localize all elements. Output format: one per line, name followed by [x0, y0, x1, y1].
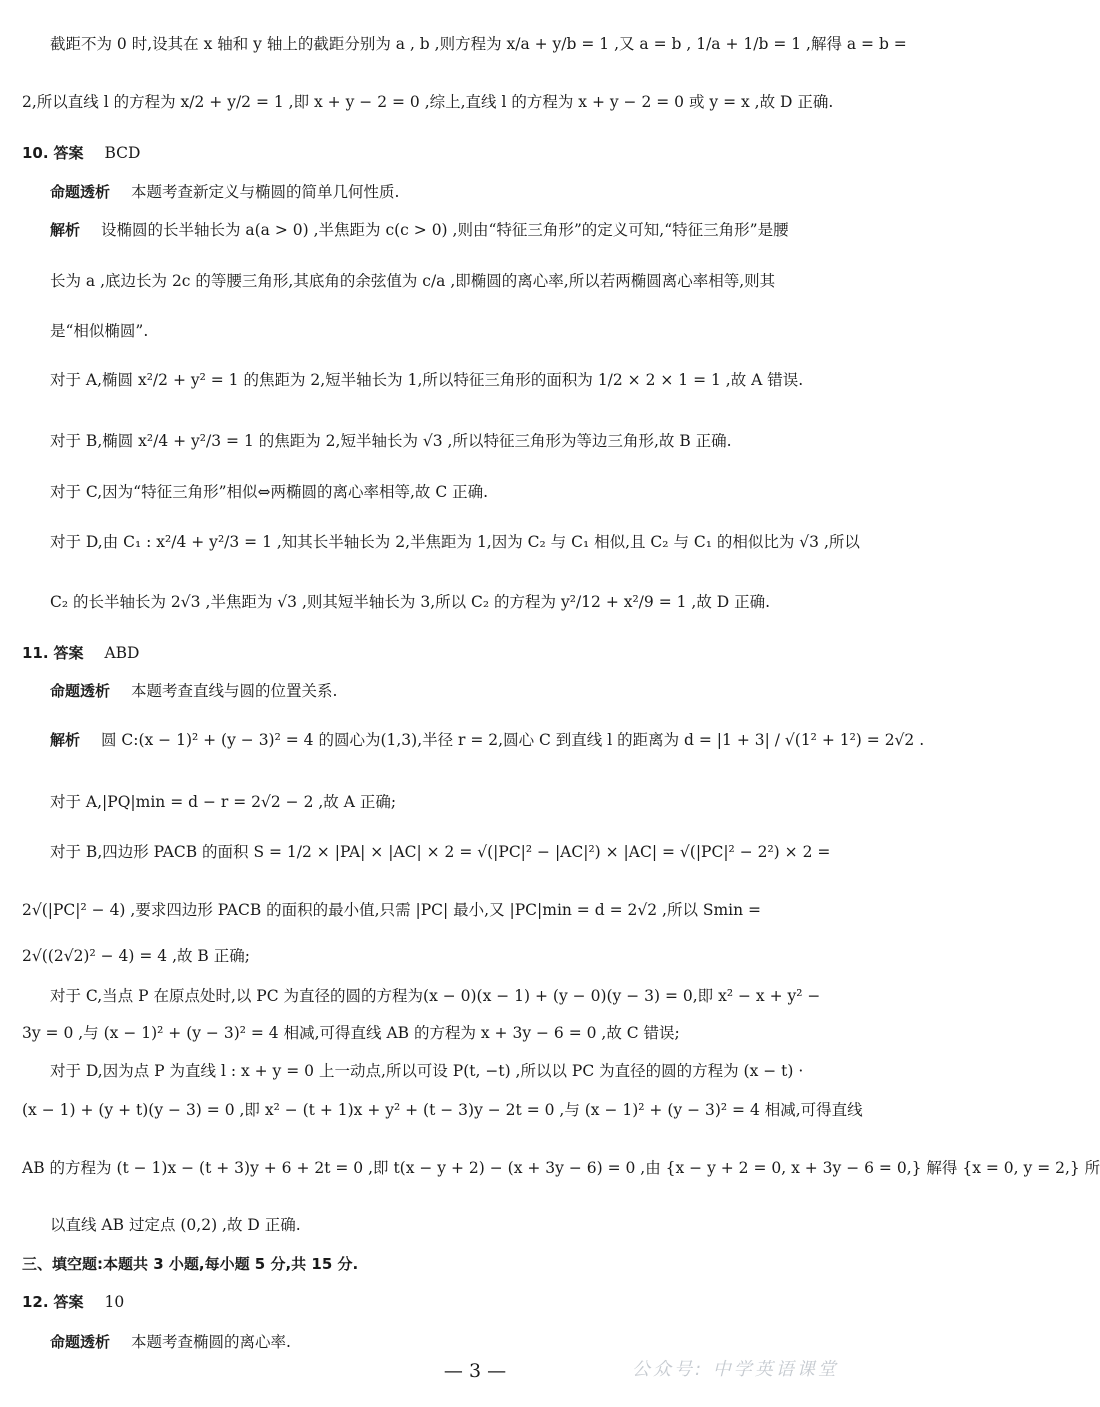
text-line: 长为 a ,底边长为 2c 的等腰三角形,其底角的余弦值为 c/a ,即椭圆的离心率,所以若两椭圆离心率相等,则其 [50, 272, 776, 290]
proposition-text: 本题考查新定义与椭圆的简单几何性质. [130, 183, 400, 201]
answer-line-10 [22, 141, 930, 165]
analysis-line [50, 728, 930, 752]
text-line: 对于 A,|PQ|min = d − r = 2√2 − 2 ,故 A 正确; [50, 793, 397, 811]
analysis-line [50, 218, 930, 242]
analysis-text: 设椭圆的长半轴长为 a(a > 0) ,半焦距为 c(c > 0) ,则由“特征三角形”的定义可知,“特征三角形”是腰 [100, 221, 789, 239]
answer-value: ABD [104, 644, 140, 662]
question-number: 11. [22, 644, 49, 662]
proposition-label: 命题透析 [50, 1333, 111, 1351]
answer-line-12 [22, 1290, 930, 1314]
analysis-label: 解析 [50, 221, 81, 239]
text-line: 对于 A,椭圆 x²/2 + y² = 1 的焦距为 2,短半轴长为 1,所以特征三角形的面积为 1/2 × 2 × 1 = 1 ,故 A 错误. [50, 371, 804, 389]
text-line: 对于 D,由 C₁ : x²/4 + y²/3 = 1 ,知其长半轴长为 2,半焦距为 1,因为 C₂ 与 C₁ 相似,且 C₂ 与 C₁ 的相似比为 √3 ,所以 [50, 533, 860, 551]
text-line: 是“相似椭圆”. [50, 322, 149, 340]
proposition-text: 本题考查直线与圆的位置关系. [130, 682, 338, 700]
proposition-line [50, 1330, 930, 1354]
text-line: 对于 D,因为点 P 为直线 l : x + y = 0 上一动点,所以可设 P(t, −t) ,所以以 PC 为直径的圆的方程为 (x − t) · [50, 1062, 804, 1080]
question-number: 12. [22, 1293, 49, 1311]
answer-value: 10 [104, 1293, 125, 1311]
answer-value: BCD [104, 144, 141, 162]
answer-label: 答案 [53, 644, 84, 662]
question-number: 10. [22, 144, 49, 162]
proposition-label: 命题透析 [50, 682, 111, 700]
section-heading: 三、填空题:本题共 3 小题,每小题 5 分,共 15 分. [22, 1255, 359, 1273]
text-line: 2,所以直线 l 的方程为 x/2 + y/2 = 1 ,即 x + y − 2 = 0 ,综上,直线 l 的方程为 x + y − 2 = 0 或 y = x ,故 D 正确. [22, 93, 834, 111]
proposition-label: 命题透析 [50, 183, 111, 201]
watermark: 公众号: 中学英语课堂 [632, 1359, 839, 1380]
text-line: 对于 C,因为“特征三角形”相似⇔两椭圆的离心率相等,故 C 正确. [50, 483, 489, 501]
analysis-text: 圆 C:(x − 1)² + (y − 3)² = 4 的圆心为(1,3),半径 r = 2,圆心 C 到直线 l 的距离为 d = |1 + 3| / √(1² + 1²) = 2√2 . [100, 731, 925, 749]
text-line: C₂ 的长半轴长为 2√3 ,半焦距为 √3 ,则其短半轴长为 3,所以 C₂ 的方程为 y²/12 + x²/9 = 1 ,故 D 正确. [50, 593, 771, 611]
answer-label: 答案 [53, 1293, 84, 1311]
proposition-text: 本题考查椭圆的离心率. [130, 1333, 291, 1351]
analysis-label: 解析 [50, 731, 81, 749]
proposition-line [50, 679, 930, 703]
answer-label: 答案 [53, 144, 84, 162]
text-line: 3y = 0 ,与 (x − 1)² + (y − 3)² = 4 相减,可得直线 AB 的方程为 x + 3y − 6 = 0 ,故 C 错误; [22, 1024, 680, 1042]
text-line: 2√((2√2)² − 4) = 4 ,故 B 正确; [22, 947, 250, 965]
text-line: 2√(|PC|² − 4) ,要求四边形 PACB 的面积的最小值,只需 |PC| 最小,又 |PC|min = d = 2√2 ,所以 Smin = [22, 901, 762, 919]
text-line: 对于 B,四边形 PACB 的面积 S = 1/2 × |PA| × |AC| × 2 = √(|PC|² − |AC|²) × |AC| = √(|PC|² − 2²) × 2 = [50, 843, 831, 861]
proposition-line [50, 180, 930, 204]
text-line: 以直线 AB 过定点 (0,2) ,故 D 正确. [50, 1216, 301, 1234]
text-line: 截距不为 0 时,设其在 x 轴和 y 轴上的截距分别为 a , b ,则方程为 x/a + y/b = 1 ,又 a = b , 1/a + 1/b = 1 ,解得 a = b = [50, 35, 907, 53]
answer-line-11 [22, 641, 930, 665]
text-line: 对于 B,椭圆 x²/4 + y²/3 = 1 的焦距为 2,短半轴长为 √3 ,所以特征三角形为等边三角形,故 B 正确. [50, 432, 732, 450]
page-number: — 3 — [443, 1360, 507, 1382]
text-line: AB 的方程为 (t − 1)x − (t + 3)y + 6 + 2t = 0 ,即 t(x − y + 2) − (x + 3y − 6) = 0 ,由 {x − y + 2 = 0, x + 3y − 6 = 0,} 解得 {x = 0, y = 2,} 所 [22, 1159, 1100, 1177]
text-line: 对于 C,当点 P 在原点处时,以 PC 为直径的圆的方程为(x − 0)(x − 1) + (y − 0)(y − 3) = 0,即 x² − x + y² − [50, 987, 821, 1005]
text-line: (x − 1) + (y + t)(y − 3) = 0 ,即 x² − (t + 1)x + y² + (t − 3)y − 2t = 0 ,与 (x − 1)² + (y − 3)² = 4 相减,可得直线 [22, 1101, 863, 1119]
